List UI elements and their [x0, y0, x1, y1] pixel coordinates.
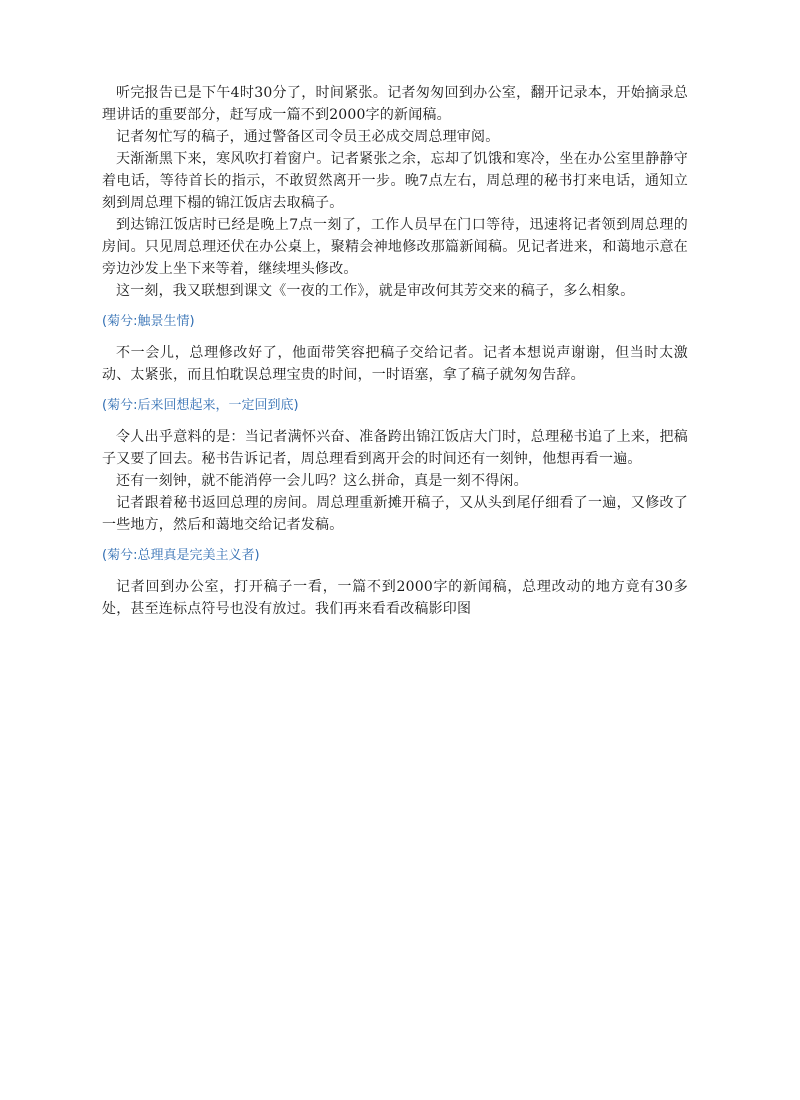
annotation-note: (菊兮:后来回想起来，一定回到底) [102, 398, 299, 413]
body-paragraph: 听完报告已是下午4时30分了，时间紧张。记者匆匆回到办公室，翻开记录本，开始摘录总理讲话的重要部分，赶写成一篇不到2000字的新闻稿。 [102, 85, 688, 123]
body-paragraph: 令人出乎意料的是：当记者满怀兴奋、准备跨出锦江饭店大门时，总理秘书追了上来，把稿子又要了回去。秘书告诉记者，周总理看到离开会的时间还有一刻钟，他想再看一遍。 [102, 429, 688, 467]
paragraph-group [102, 426, 688, 536]
body-paragraph: 不一会儿，总理修改好了，他面带笑容把稿子交给记者。记者本想说声谢谢，但当时太激动、太紧张，而且怕耽误总理宝贵的时间，一时语塞，拿了稿子就匆匆告辞。 [102, 345, 688, 383]
body-paragraph: 到达锦江饭店时已经是晚上7点一刻了，工作人员早在门口等待，迅速将记者领到周总理的房间。只见周总理还伏在办公桌上，聚精会神地修改那篇新闻稿。见记者进来，和蔼地示意在旁边沙发上坐下来等着，继续埋头修改。 [102, 217, 688, 277]
annotation-note: (菊兮:触景生情) [102, 314, 195, 329]
body-paragraph: 这一刻，我又联想到课文《一夜的工作》，就是审改何其芳交来的稿子，多么相象。 [116, 283, 635, 299]
spacer [102, 302, 688, 312]
annotation-note: (菊兮:总理真是完美主义者) [102, 548, 260, 563]
spacer [102, 416, 688, 426]
paragraph-group [102, 342, 688, 386]
spacer [102, 536, 688, 546]
document-body [102, 82, 688, 620]
paragraph-group [102, 82, 688, 302]
body-paragraph: 记者匆忙写的稿子，通过警备区司令员王必成交周总理审阅。 [116, 129, 500, 145]
paragraph-group [102, 576, 688, 620]
spacer [102, 566, 688, 576]
body-paragraph: 记者回到办公室，打开稿子一看，一篇不到2000字的新闻稿，总理改动的地方竟有30多处，甚至连标点符号也没有放过。我们再来看看改稿影印图 [102, 579, 688, 617]
spacer [102, 332, 688, 342]
body-paragraph: 记者跟着秘书返回总理的房间。周总理重新摊开稿子，又从头到尾仔细看了一遍，又修改了一些地方，然后和蔼地交给记者发稿。 [102, 495, 688, 533]
spacer [102, 386, 688, 396]
body-paragraph: 天渐渐黑下来，寒风吹打着窗户。记者紧张之余，忘却了饥饿和寒冷，坐在办公室里静静守着电话，等待首长的指示，不敢贸然离开一步。晚7点左右，周总理的秘书打来电话，通知立刻到周总理下榻的锦江饭店去取稿子。 [102, 151, 688, 211]
body-paragraph: 还有一刻钟，就不能消停一会儿吗？这么拼命，真是一刻不得闲。 [116, 473, 528, 489]
